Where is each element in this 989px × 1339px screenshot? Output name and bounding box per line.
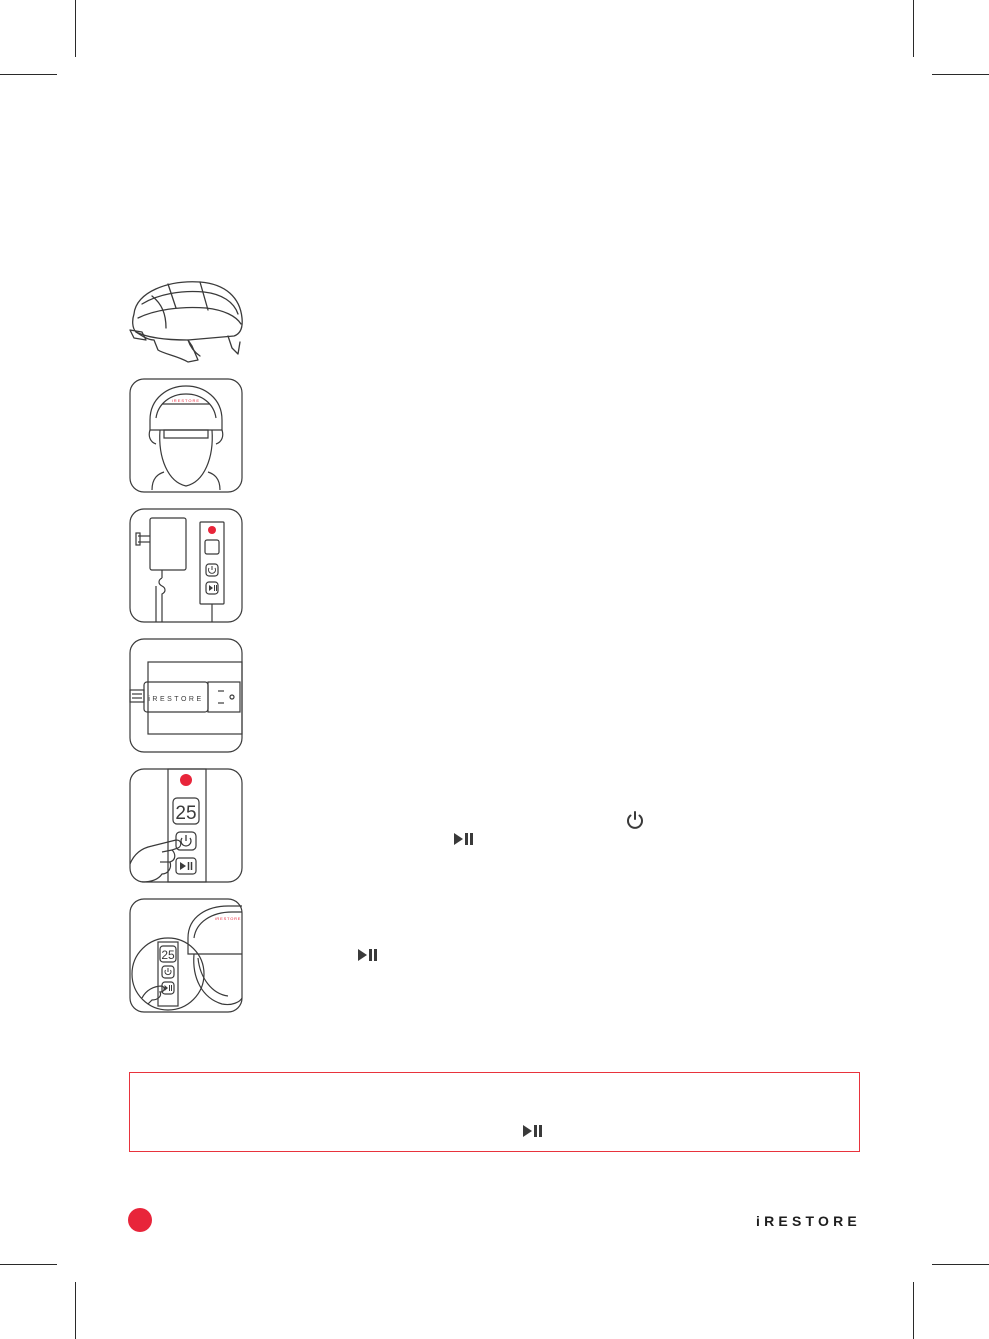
controller-display-value: 25 (161, 948, 175, 962)
svg-text:iRESTORE: iRESTORE (148, 696, 204, 703)
crop-mark (0, 1264, 57, 1265)
crop-mark (913, 0, 914, 57)
svg-text:iRESTORE: iRESTORE (171, 398, 201, 403)
crop-mark (75, 1282, 76, 1339)
power-icon (625, 810, 645, 830)
crop-mark (932, 1264, 989, 1265)
controller-display-value: 25 (175, 803, 197, 824)
helmet-controller-play-icon (128, 898, 244, 1014)
crop-mark (932, 74, 989, 75)
helmet-side-icon (128, 274, 244, 368)
adapter-controller-icon (128, 508, 244, 624)
page-number-dot (128, 1208, 152, 1232)
warning-box (129, 1072, 860, 1152)
crop-mark (0, 74, 57, 75)
controller-press-power-icon (128, 768, 244, 884)
svg-text:iRESTORE: iRESTORE (214, 916, 242, 921)
play-pause-icon (453, 832, 475, 846)
crop-mark (75, 0, 76, 57)
crop-mark (913, 1282, 914, 1339)
helmet-front-wear-icon (128, 378, 244, 494)
brand-logo: iRESTORE (756, 1213, 861, 1229)
plug-in-outlet-icon (128, 638, 244, 754)
play-pause-icon (357, 948, 379, 962)
play-pause-icon (522, 1124, 544, 1138)
